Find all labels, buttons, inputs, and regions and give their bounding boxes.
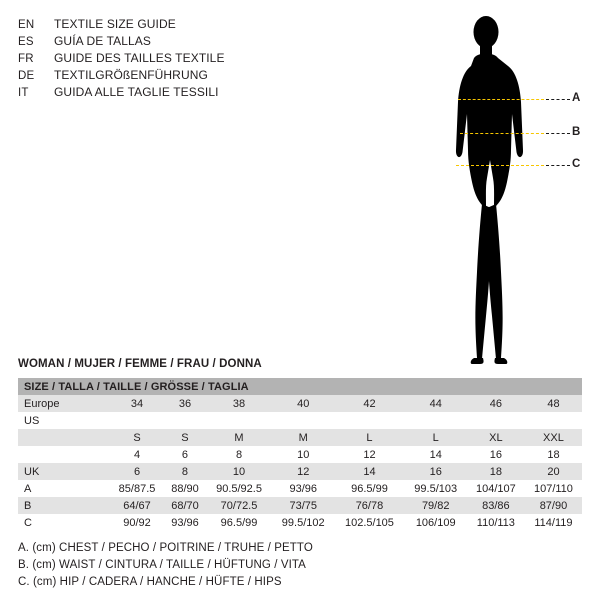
cell: S [164,429,206,446]
language-code: EN [18,19,35,31]
cell [110,412,164,429]
table-header-cell: SIZE / TALLA / TAILLE / GRÖSSE / TAGLIA [18,378,582,395]
cell [405,412,467,429]
cell: 46 [467,395,525,412]
measure-line-c-extension [546,165,570,166]
cell: 68/70 [164,497,206,514]
language-row [18,67,318,84]
cell: 18 [547,448,560,461]
cell [206,412,272,429]
language-text: TEXTILE SIZE GUIDE [54,17,176,31]
cell: 106/109 [415,516,456,529]
cell [467,412,525,429]
table-group-title: WOMAN / MUJER / FEMME / FRAU / DONNA [18,358,262,370]
language-text: TEXTILGRÖßENFÜHRUNG [54,68,208,82]
cell: L [405,429,467,446]
female-body-figure [430,10,590,370]
table-row [18,429,582,446]
cell: 104/107 [475,482,516,495]
cell: 83/86 [467,497,525,514]
cell: 48 [525,395,582,412]
cell: 20 [525,463,582,480]
measurement-lines [430,10,590,370]
cell: 93/96 [289,482,317,495]
cell: 8 [235,448,243,461]
cell: 16 [489,448,502,461]
table-row [18,446,582,463]
cell: 90/92 [123,516,151,529]
cell: 14 [429,448,442,461]
cell: 85/87.5 [118,482,156,495]
cell [525,412,582,429]
cell: 36 [164,395,206,412]
cell: 14 [334,463,404,480]
row-label: Europe [18,395,110,412]
cell: 34 [110,395,164,412]
cell: XXL [525,429,582,446]
table-row [18,497,582,514]
cell: 90.5/92.5 [216,482,262,495]
language-code: ES [18,36,34,48]
table-header-row [18,378,582,395]
row-label: A [24,482,32,495]
language-code: DE [18,70,35,82]
language-title-list [18,16,318,101]
table-row [18,412,582,429]
cell: 114/119 [534,516,573,529]
language-text: GUIDA ALLE TAGLIE TESSILI [54,85,219,99]
row-label: B [18,497,110,514]
cell: 40 [272,395,334,412]
language-text: GUÍA DE TALLAS [54,34,151,48]
cell: XL [467,429,525,446]
measure-line-b [460,133,544,134]
measure-line-a-extension [546,99,570,100]
cell: 88/90 [171,482,199,495]
cell: 76/78 [334,497,404,514]
legend-row-b: B. (cm) WAIST / CINTURA / TAILLE / HÜFTUNG / VITA [18,559,306,571]
language-row [18,16,318,33]
measure-line-c [456,165,544,166]
cell: 6 [181,448,189,461]
cell: 99.5/102 [281,516,325,529]
cell: 102.5/105 [344,516,394,529]
cell: 107/110 [533,482,573,495]
cell: 93/96 [171,516,199,529]
cell: 64/67 [110,497,164,514]
language-text: GUIDE DES TAILLES TEXTILE [54,51,225,65]
cell [272,412,334,429]
cell: 4 [133,448,141,461]
legend-row-c: C. (cm) HIP / CADERA / HANCHE / HÜFTE / HIPS [18,576,282,588]
cell: 6 [110,463,164,480]
language-code: FR [18,53,34,65]
row-label [18,429,110,446]
measure-label-c: C [572,158,581,170]
language-row [18,84,318,101]
cell: 12 [363,448,376,461]
cell: 12 [272,463,334,480]
cell: 42 [334,395,404,412]
cell: 79/82 [405,497,467,514]
cell: 70/72.5 [206,497,272,514]
row-label: US [24,414,40,427]
cell: 73/75 [272,497,334,514]
language-row [18,33,318,50]
legend-row-a: A. (cm) CHEST / PECHO / POITRINE / TRUHE / PETTO [18,542,313,554]
cell [164,412,206,429]
cell: S [110,429,164,446]
cell: 96.5/99 [351,482,388,495]
language-code: IT [18,87,29,99]
cell [334,412,404,429]
measure-label-b: B [572,126,581,138]
table-row [18,463,582,480]
table-row [18,480,582,497]
cell: 18 [467,463,525,480]
cell: 8 [164,463,206,480]
cell: 10 [297,448,310,461]
cell: 10 [206,463,272,480]
measurement-legend [18,540,578,591]
measure-label-a: A [572,92,581,104]
cell: 99.5/103 [414,482,458,495]
row-label [18,446,110,463]
table-row [18,395,582,412]
cell: 110/113 [476,516,515,529]
cell: 87/90 [525,497,582,514]
cell: 44 [405,395,467,412]
cell: 38 [206,395,272,412]
measure-line-a [458,99,544,100]
size-table [18,378,582,531]
cell: 16 [405,463,467,480]
row-label: C [24,516,32,529]
language-row [18,50,318,67]
measure-line-b-extension [546,133,570,134]
table-row [18,514,582,531]
cell: L [334,429,404,446]
cell: M [272,429,334,446]
cell: M [206,429,272,446]
row-label: UK [18,463,110,480]
cell: 96.5/99 [220,516,258,529]
